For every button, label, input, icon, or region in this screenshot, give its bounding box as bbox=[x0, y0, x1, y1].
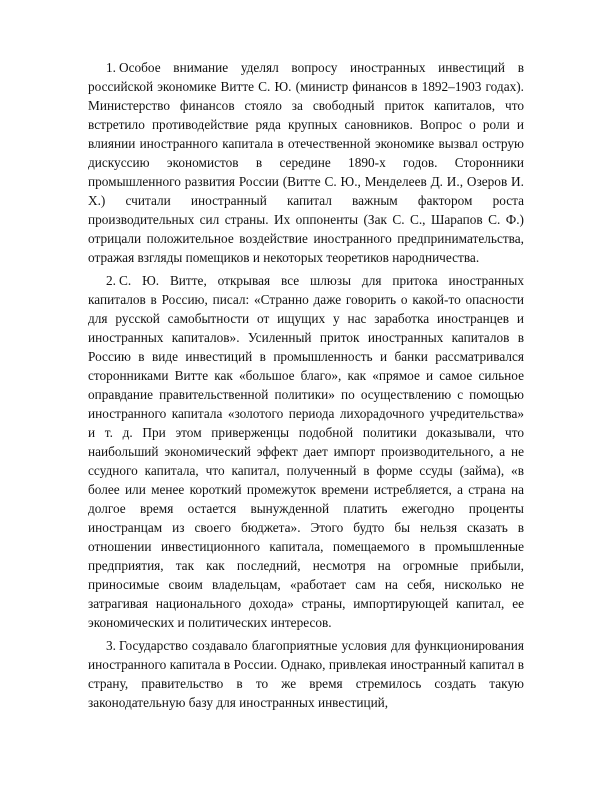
paragraph-2 bbox=[88, 271, 524, 632]
paragraph-text: Особое внимание уделял вопросу иностранных инвестиций в российской экономике Витте С. Ю. (министр финансов в 1892–1903 годах). Министерство финансов стояло за свободный приток капиталов, что встретило противодействие ряда крупных сановников. Вопрос о роли и влиянии иностранного капитала в отечественной экономике вызвал острую дискуссию экономистов в середине 1890-х годов. Сторонники промышленного развития России (Витте С. Ю., Менделеев Д. И., Озеров И. Х.) считали иностранный капитал важным фактором роста производительных сил страны. Их оппоненты (Зак С. С., Шарапов С. Ф.) отрицали положительное воздействие иностранного предпринимательства, отражая взгляды помещиков и некоторых теоретиков народничества. bbox=[88, 60, 524, 265]
document-body bbox=[88, 58, 524, 716]
paragraph-number: 1. bbox=[106, 60, 116, 75]
paragraph-1 bbox=[88, 58, 524, 267]
paragraph-number: 3. bbox=[106, 638, 116, 653]
paragraph-3 bbox=[88, 636, 524, 712]
paragraph-number: 2. bbox=[106, 273, 116, 288]
paragraph-text: Государство создавало благоприятные условия для функционирования иностранного капитала в России. Однако, привлекая иностранный капитал в страну, правительство в то же время стремилось создать такую законодательную базу для иностранных инвестиций, bbox=[88, 638, 524, 710]
paragraph-text: С. Ю. Витте, открывая все шлюзы для притока иностранных капиталов в Россию, писал: «Странно даже говорить о какой-то опасности для русской самобытности от ищущих у нас заработка иностранцев и иностранных капиталов». Усиленный приток иностранных капиталов в Россию в виде инвестиций в промышленность и банки рассматривался сторонниками Витте как «большое благо», как «прямое и самое сильное оправдание правительственной политики» по осуществлению с помощью иностранного капитала «золотого периода лихорадочного учредительства» и т. д. При этом приверженцы подобной политики доказывали, что наибольший экономический эффект дает импорт производительного, а не ссудного капитала, что капитал, полученный в форме ссуды (займа), «в более или менее короткий промежуток времени истребляется, а страна на долгое время остается вынужденной платить ежегодно проценты иностранцам из своего бюджета». Этого будто бы нельзя сказать в отношении инвестиционного капитала, помещаемого в промышленные предприятия, так как последний, несмотря на огромные прибыли, приносимые своим владельцам, «работает сам на себя, нисколько не затрагивая национального дохода» страны, импортирующей капитал, ее экономических и политических интересов. bbox=[88, 273, 524, 630]
